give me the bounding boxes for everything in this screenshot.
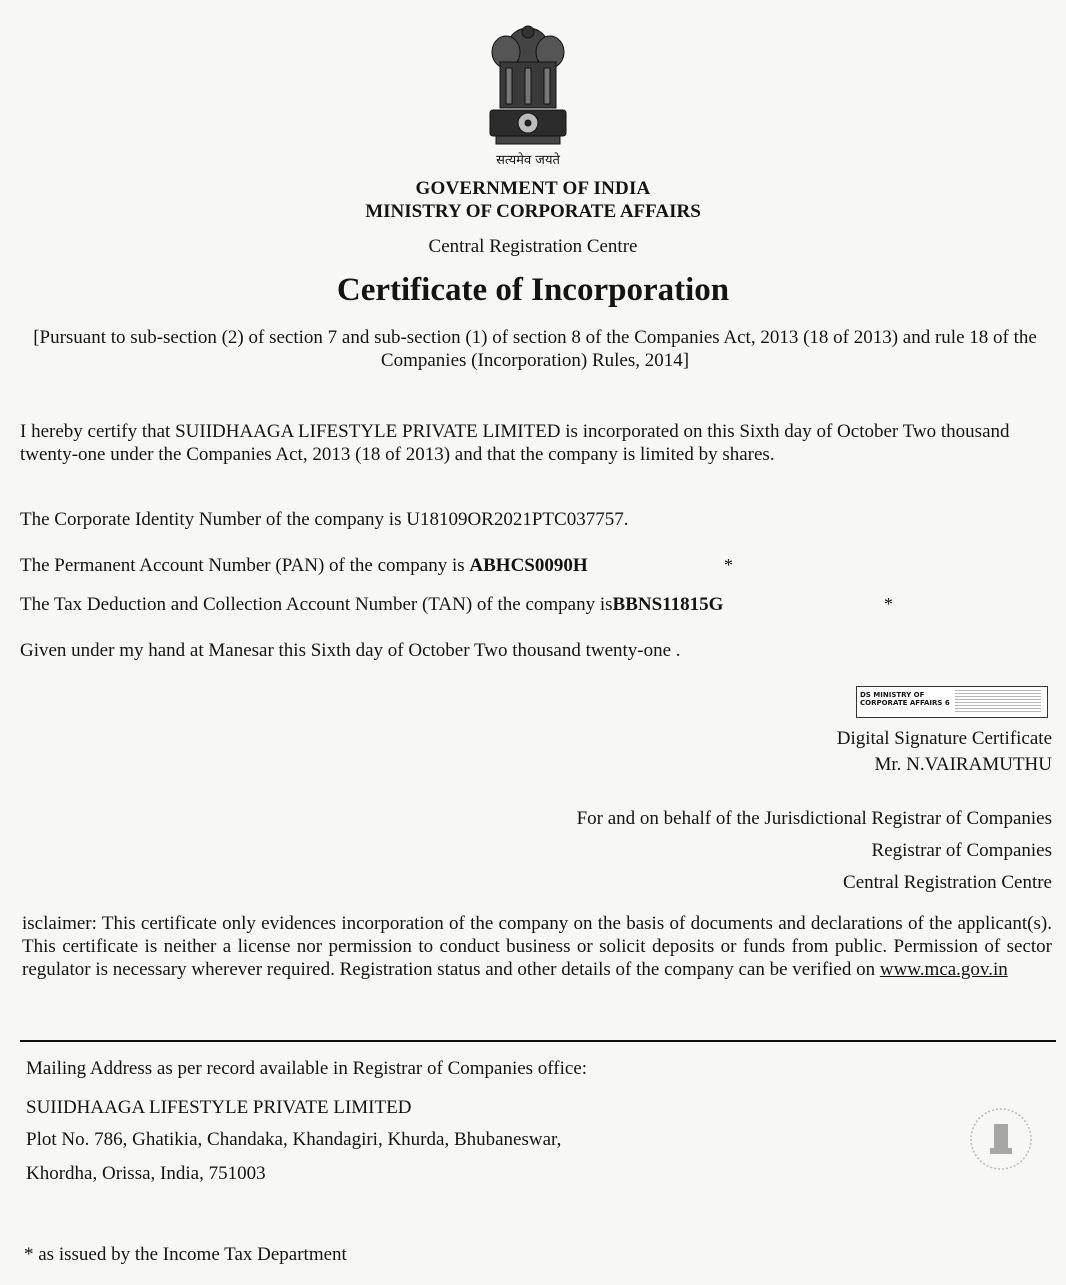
disclaimer-text: isclaimer: This certificate only evidences incorporation of the company on the basis of documents and declarations of the applicant(s). This certificate is neither a license nor permission to conduct business or solicit deposits or funds from public. Permission of sector regulator is necessary wherever required. Registration status and other details of the company can be verified on (22, 913, 1052, 980)
government-heading: GOVERNMENT OF INDIA (415, 178, 651, 199)
mca-link[interactable]: www.mca.gov.in (879, 959, 1008, 980)
signature-label: Digital Signature Certificate (836, 728, 1052, 749)
digital-signature-stamp (856, 686, 1048, 718)
pan-asterisk: * (724, 555, 733, 575)
mailing-company: SUIIDHAAGA LIFESTYLE PRIVATE LIMITED (26, 1097, 412, 1118)
ministry-heading: MINISTRY OF CORPORATE AFFAIRS (365, 201, 701, 222)
mailing-heading: Mailing Address as per record available in Registrar of Companies office: (26, 1058, 588, 1079)
tan-line (20, 594, 723, 616)
disclaimer (22, 912, 1052, 981)
signature-pattern (955, 690, 1041, 712)
emblem-motto: सत्यमेव जयते (496, 153, 560, 168)
mailing-line-1: Plot No. 786, Ghatikia, Chandaka, Khandagiri, Khurda, Bhubaneswar, (26, 1129, 562, 1150)
pursuant-clause: [Pursuant to sub-section (2) of section 7 and sub-section (1) of section 8 of the Companies Act, 2013 (18 of 2013) and rule 18 of the Companies (Incorporation) Rules, 2014] (33, 327, 1037, 371)
centre-heading: Central Registration Centre (428, 236, 638, 257)
registrar-title: Registrar of Companies (871, 840, 1052, 861)
certificate-title: Certificate of Incorporation (336, 272, 730, 308)
pan-line (20, 555, 588, 577)
pan-label: The Permanent Account Number (PAN) of the company is (20, 555, 465, 576)
cin-value: U18109OR2021PTC037757. (406, 509, 629, 530)
given-statement: Given under my hand at Manesar this Sixth day of October Two thousand twenty-one . (20, 640, 681, 661)
tan-asterisk: * (884, 594, 893, 614)
registrar-behalf: For and on behalf of the Jurisdictional Registrar of Companies (576, 808, 1052, 829)
certify-statement: I hereby certify that SUIIDHAAGA LIFESTYLE PRIVATE LIMITED is incorporated on this Sixth day of October Two thousand twenty-one under the Companies Act, 2013 (18 of 2013) and that the company is limited by shares. (20, 421, 1010, 465)
national-emblem-icon (480, 18, 576, 166)
signature-stamp-text: DS MINISTRY OF CORPORATE AFFAIRS 6 (860, 691, 950, 707)
signatory-name: Mr. N.VAIRAMUTHU (874, 754, 1052, 775)
mailing-line-2: Khordha, Orissa, India, 751003 (26, 1163, 266, 1184)
pan-value: ABHCS0090H (469, 555, 588, 576)
footnote: * as issued by the Income Tax Department (24, 1244, 347, 1265)
tan-label: The Tax Deduction and Collection Account Number (TAN) of the company is (20, 594, 613, 615)
tan-value: BBNS11815G (612, 594, 724, 615)
registrar-centre: Central Registration Centre (843, 872, 1052, 893)
cin-label: The Corporate Identity Number of the company is (20, 509, 402, 530)
cin-line (20, 509, 628, 531)
divider (20, 1040, 1056, 1042)
emblem-seal-icon (966, 1104, 1036, 1174)
